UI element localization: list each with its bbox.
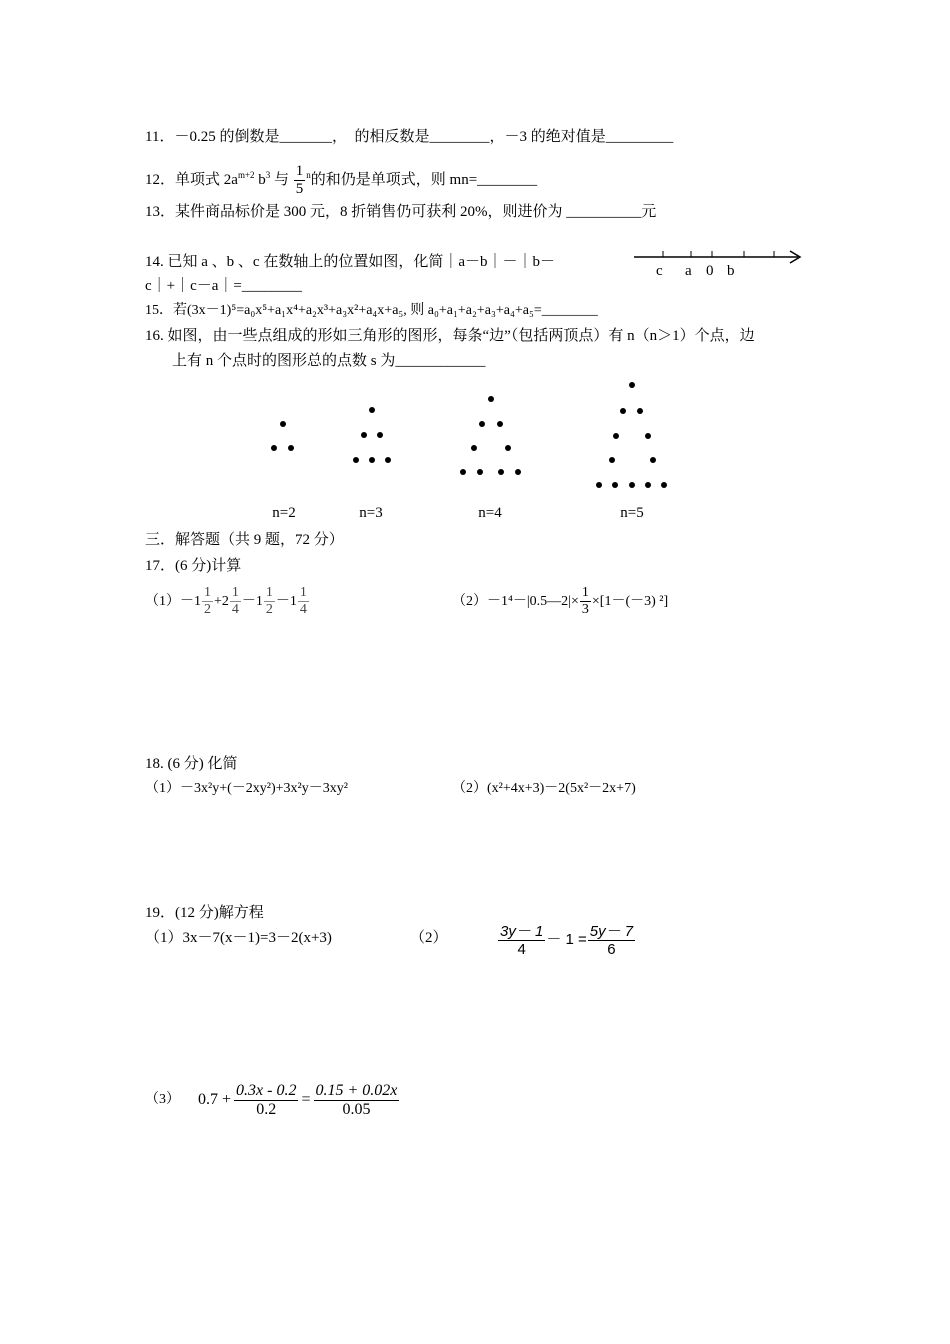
- q11-text: －0.25 的倒数是_______， 的相反数是________，－3 的绝对值是_________: [174, 129, 674, 145]
- q11-number: 11．: [145, 129, 175, 145]
- q13-number: 13．: [145, 204, 176, 220]
- q15-number: 15．: [145, 303, 173, 318]
- q18-part1: （1）－3x²y+(－2xy²)+3x²y－3xy²: [145, 781, 348, 796]
- q19-part3-label: （3）: [145, 1092, 180, 1107]
- label-n3: n=3: [359, 505, 383, 521]
- q12-sup1: m+2: [237, 170, 255, 180]
- q17-title: 17．(6 分)计算: [145, 558, 242, 574]
- q12-fraction: $\frac{1}{5}$: [295, 163, 304, 198]
- label-n4: n=4: [478, 505, 502, 521]
- q18-part2: （2）(x²+4x+3)－2(5x²－2x+7): [452, 781, 636, 796]
- question-15: [145, 301, 598, 321]
- q18-title: 18. (6 分) 化简: [145, 756, 238, 772]
- q19-part1: （1）3x－7(x－1)=3－2(x+3): [145, 930, 332, 946]
- q19-equation3: 0.7 + $\frac{0.3x - 0.2}{0.2}$ = $\frac{0.15 + 0.02x}{0.05}$: [198, 1081, 398, 1118]
- q15-text: 若(3x－1)⁵=a₀x⁵+a₁x⁴+a₂x³+a₃x²+a₄x+a₅, 则 a₀+a₁+a₂+a₃+a₄+a₅=________: [173, 303, 598, 318]
- q13-text: 某件商品标价是 300 元，8 折销售仍可获利 20%，则进价为 __________元: [175, 204, 657, 220]
- axis-label-c: c: [656, 263, 663, 279]
- q14-line2: c｜+｜c－a｜=________: [145, 278, 302, 294]
- question-13: [145, 202, 656, 222]
- q12-sup2: 3: [265, 170, 271, 180]
- q16-line1: 16. 如图，由一些点组成的形如三角形的图形，每条“边”（包括两顶点）有 n（n＞1）个点，边: [145, 328, 755, 344]
- q12-post: 的和仍是单项式，则 mn=________: [310, 172, 538, 188]
- q17-part2: （2）－1⁴－|0.5—2|× $\frac{1}{3}$ ×[1－(－3) ²]: [452, 585, 669, 618]
- q12-mid: b: [254, 172, 266, 188]
- q12-number: 12．: [145, 172, 176, 188]
- q14-line1: 14. 已知 a 、b 、c 在数轴上的位置如图，化简｜a－b｜－｜b－: [145, 254, 555, 270]
- axis-label-0: 0: [706, 263, 714, 279]
- q19-title: 19．(12 分)解方程: [145, 905, 264, 921]
- axis-label-a: a: [685, 263, 692, 279]
- q12-sup3: n: [306, 170, 311, 180]
- question-11: [145, 127, 673, 147]
- q16-line2: 上有 n 个点时的图形总的点数 s 为____________: [172, 353, 486, 369]
- q12-pre: 单项式 2a: [175, 172, 238, 188]
- section-3-heading: 三．解答题（共 9 题，72 分）: [145, 532, 344, 548]
- label-n2: n=2: [272, 505, 296, 521]
- question-12: [145, 162, 537, 198]
- q17-part1: （1）－1 $\frac{1}{2}$ +2 $\frac{1}{4}$ －1 $\frac{1}{2}$ －1 $\frac{1}{4}$: [145, 585, 307, 618]
- q12-yu: 与: [270, 172, 293, 188]
- axis-label-b: b: [727, 263, 735, 279]
- label-n5: n=5: [620, 505, 644, 521]
- q19-equation2: $\frac{3y- 1}{4}$ － 1 = $\frac{5y- 7}{6}$: [500, 922, 634, 958]
- q19-part2-label: （2）: [410, 930, 448, 946]
